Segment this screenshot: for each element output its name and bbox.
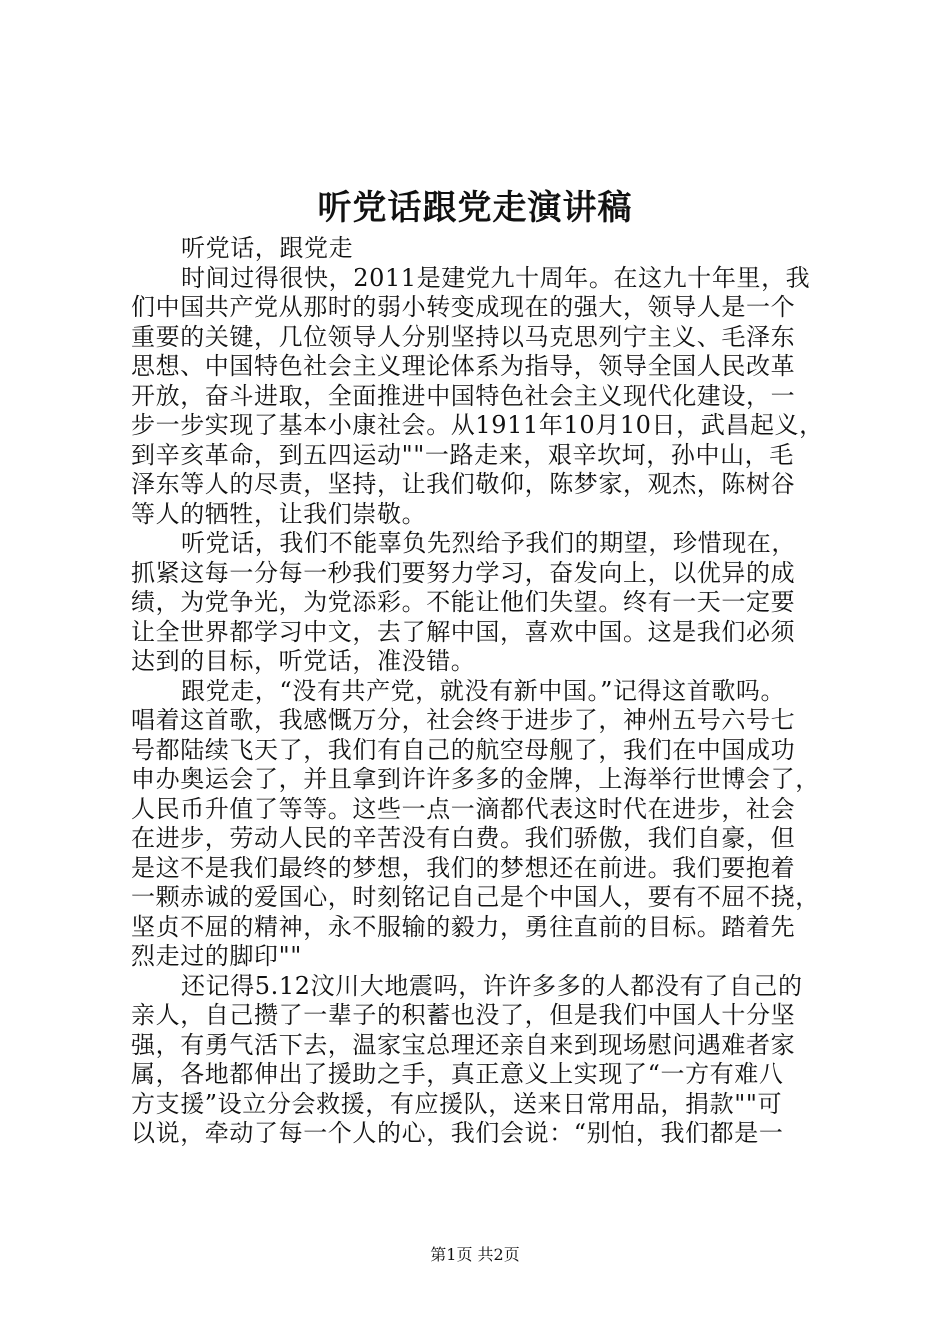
body-line: 们中国共产党从那时的弱小转变成现在的强大，领导人是一个: [131, 293, 796, 321]
body-line: 步一步实现了基本小康社会。从1911年10月10日，武昌起义，: [131, 411, 824, 439]
body-line: 方支援”设立分会救援，有应援队，送来日常用品，捐款""可: [131, 1089, 783, 1118]
body-line: 达到的目标，听党话，准没错。: [131, 647, 476, 675]
body-line: 到辛亥革命，到五四运动""一路走来，艰辛坎坷，孙中山，毛: [131, 440, 794, 469]
body-line: 听党话，我们不能辜负先烈给予我们的期望，珍惜现在，: [181, 529, 796, 557]
body-line: 在进步，劳动人民的辛苦没有白费。我们骄傲，我们自豪，但: [131, 824, 796, 852]
body-line: 烈走过的脚印"": [131, 942, 302, 970]
body-line: 号都陆续飞天了，我们有自己的航空母舰了，我们在中国成功: [131, 735, 796, 764]
body-line: 绩，为党争光，为党添彩。不能让他们失望。终有一天一定要: [131, 588, 796, 616]
document-body: [131, 234, 831, 1149]
body-line: 等人的牺牲，让我们崇敬。: [131, 499, 427, 528]
body-line: 让全世界都学习中文，去了解中国，喜欢中国。这是我们必须: [131, 617, 796, 646]
body-line: 时间过得很快，2011是建党九十周年。在这九十年里，我: [181, 263, 811, 292]
body-line: 一颗赤诚的爱国心，时刻铭记自己是个中国人，要有不屈不挠，: [131, 883, 820, 911]
body-line: 亲人，自己攒了一辈子的积蓄也没了，但是我们中国人十分坚: [131, 1001, 796, 1029]
body-line: 重要的关键，几位领导人分别坚持以马克思列宁主义、毛泽东: [131, 322, 796, 351]
body-line: 抓紧这每一分每一秒我们要努力学习，奋发向上，以优异的成: [131, 558, 796, 587]
body-line: 人民币升值了等等。这些一点一滴都代表这时代在进步，社会: [131, 794, 796, 823]
body-line: 坚贞不屈的精神，永不服输的毅力，勇往直前的目标。踏着先: [131, 912, 796, 941]
body-line: 还记得5.12汶川大地震吗，许许多多的人都没有了自己的: [181, 971, 803, 1000]
document-title: 听党话跟党走演讲稿: [317, 188, 633, 228]
body-line: 开放，奋斗进取，全面推进中国特色社会主义现代化建设，一: [131, 381, 796, 410]
body-line: 思想、中国特色社会主义理论体系为指导，领导全国人民改革: [131, 352, 796, 380]
body-line: 泽东等人的尽责，坚持，让我们敬仰，陈梦家，观杰，陈树谷: [131, 470, 796, 498]
body-line: 强，有勇气活下去，温家宝总理还亲自来到现场慰问遇难者家: [131, 1030, 796, 1059]
body-line: 唱着这首歌，我感慨万分，社会终于进步了，神州五号六号七: [131, 706, 796, 734]
page-footer: 第1页 共2页: [430, 1245, 520, 1264]
body-line: 跟党走，“没有共产党，就没有新中国。”记得这首歌吗。: [181, 676, 786, 705]
body-line: 是这不是我们最终的梦想，我们的梦想还在前进。我们要抱着: [131, 853, 796, 882]
body-line: 属，各地都伸出了援助之手，真正意义上实现了“一方有难八: [131, 1060, 784, 1088]
body-line: 以说，牵动了每一个人的心，我们会说：“别怕，我们都是一: [131, 1119, 784, 1147]
body-line: 申办奥运会了，并且拿到许许多多的金牌，上海举行世博会了，: [131, 765, 820, 793]
body-line: 听党话，跟党走: [181, 234, 354, 262]
